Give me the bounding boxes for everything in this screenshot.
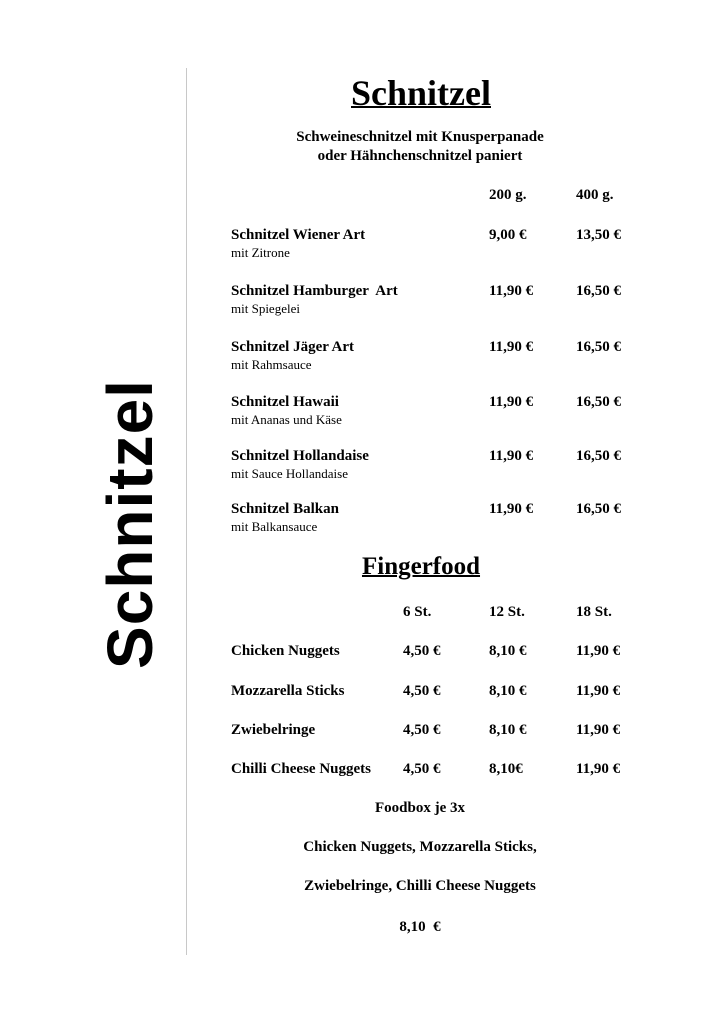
price-200g: 11,90 €	[489, 394, 534, 410]
price-400g: 13,50 €	[576, 227, 621, 243]
menu-item-description: mit Balkansauce	[231, 519, 318, 534]
price-18: 11,90 €	[576, 722, 621, 738]
menu-item-description: mit Rahmsauce	[231, 357, 312, 372]
menu-item-name: Schnitzel Hawaii	[231, 394, 339, 410]
foodbox-price: 8,10 €	[399, 919, 441, 935]
price-12: 8,10 €	[489, 722, 527, 738]
price-18: 11,90 €	[576, 643, 621, 659]
price-200g: 11,90 €	[489, 448, 534, 464]
fingerfood-title: Fingerfood	[361, 553, 481, 580]
price-400g: 16,50 €	[576, 448, 621, 464]
price-12: 8,10 €	[489, 643, 527, 659]
menu-item-description: mit Sauce Hollandaise	[231, 466, 348, 481]
schnitzel-title: Schnitzel	[351, 73, 491, 113]
price-200g: 11,90 €	[489, 283, 534, 299]
column-header-18: 18 St.	[576, 604, 612, 620]
subtitle-line-1: Schweineschnitzel mit Knusperpanade	[296, 129, 544, 145]
foodbox-line-1: Chicken Nuggets, Mozzarella Sticks,	[303, 839, 537, 855]
menu-item-name: Schnitzel Balkan	[231, 501, 339, 517]
price-200g: 11,90 €	[489, 501, 534, 517]
foodbox-title: Foodbox je 3x	[375, 800, 465, 816]
price-200g: 9,00 €	[489, 227, 527, 243]
price-6: 4,50 €	[403, 722, 441, 738]
menu-item-name: Schnitzel Hollandaise	[231, 448, 369, 464]
foodbox-line-2: Zwiebelringe, Chilli Cheese Nuggets	[304, 878, 536, 894]
price-200g: 11,90 €	[489, 339, 534, 355]
column-header-400g: 400 g.	[576, 187, 614, 203]
column-header-6: 6 St.	[403, 604, 432, 620]
subtitle-line-2: oder Hähnchenschnitzel paniert	[317, 148, 523, 164]
column-header-12: 12 St.	[489, 604, 525, 620]
price-18: 11,90 €	[576, 761, 621, 777]
price-6: 4,50 €	[403, 683, 441, 699]
price-400g: 16,50 €	[576, 339, 621, 355]
menu-item-name: Schnitzel Hamburger Art	[231, 283, 398, 299]
price-6: 4,50 €	[403, 643, 441, 659]
fingerfood-item-name: Chilli Cheese Nuggets	[231, 761, 371, 777]
menu-item-name: Schnitzel Wiener Art	[231, 227, 366, 243]
price-12: 8,10€	[489, 761, 523, 777]
price-18: 11,90 €	[576, 683, 621, 699]
menu-item-description: mit Ananas und Käse	[231, 412, 342, 427]
menu-item-name: Schnitzel Jäger Art	[231, 339, 355, 355]
fingerfood-item-name: Chicken Nuggets	[231, 643, 340, 659]
column-header-200g: 200 g.	[489, 187, 527, 203]
divider-line	[186, 68, 187, 955]
price-400g: 16,50 €	[576, 394, 621, 410]
menu-item-description: mit Spiegelei	[231, 301, 300, 316]
price-12: 8,10 €	[489, 683, 527, 699]
menu-item-description: mit Zitrone	[231, 245, 290, 260]
fingerfood-item-name: Zwiebelringe	[231, 722, 316, 738]
price-6: 4,50 €	[403, 761, 441, 777]
fingerfood-item-name: Mozzarella Sticks	[231, 683, 345, 699]
side-label: Schnitzel	[94, 379, 166, 669]
price-400g: 16,50 €	[576, 283, 621, 299]
price-400g: 16,50 €	[576, 501, 621, 517]
